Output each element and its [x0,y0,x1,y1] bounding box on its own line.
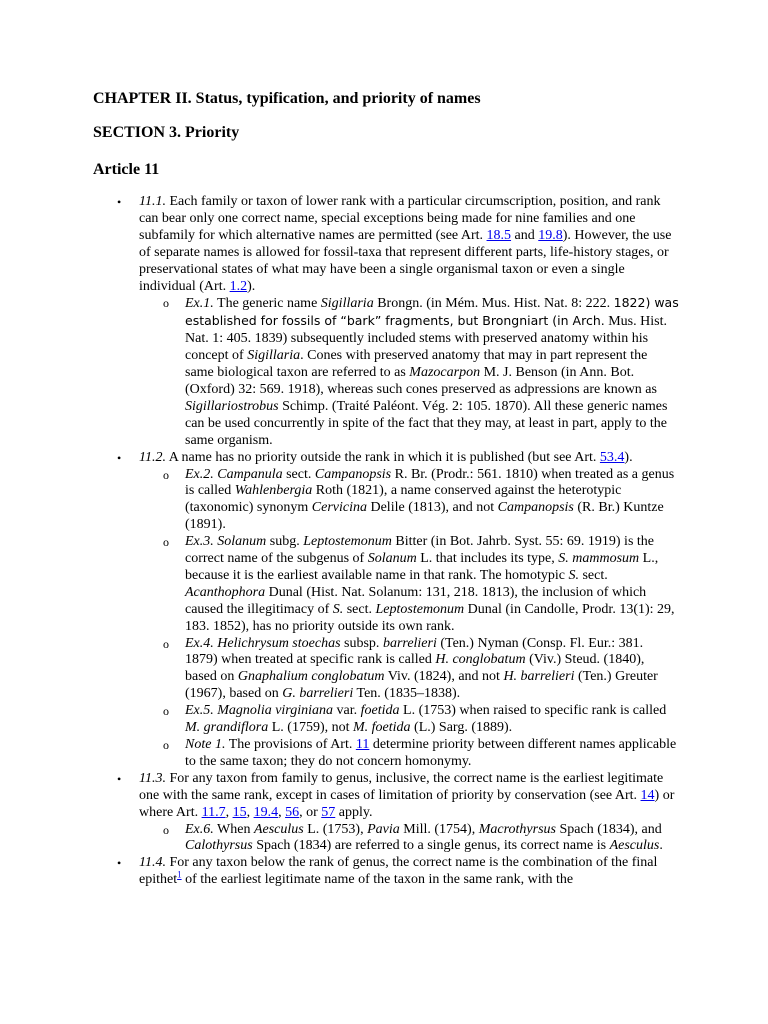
bullet-icon: • [117,195,122,209]
note-1: o Note 1. The provisions of Art. 11 determine priority between different names applicable to the same taxon; they do not concern homonymy. [163,737,677,769]
sub-bullet-icon: o [163,535,169,550]
example-ex1: o Ex.1. The generic name Sigillaria Brongn. (in Mém. Mus. Hist. Nat. 8: 222. 1822) was established for fossils of “bark” fragments, but Brongniart (in Arch. Mus. Hist. Nat. 1: 405. 1839) subsequently included stems with preserved anatomy within his concept of Sigillaria. Cones with preserved anatomy that may in part represent the same biological taxon are referred to as Mazocarpon M. J. Benson (in Ann. Bot. (Oxford) 32: 569. 1918), whereas such cones preserved as adpressions are known as Sigillariostrobus Schimp. (Traité Paléont. Vég. 2: 105. 1870). All these generic names can be used concurrently in spite of the fact that they may, at least in part, apply to the same organism. [163,295,679,448]
list-item-11-2: • 11.2. A name has no priority outside the rank in which it is published (but see Art. 53.4). [117,449,633,465]
ref-link-11-7[interactable]: 11.7 [201,804,226,820]
sub-bullet-icon: o [163,822,169,837]
ref-link-18-5[interactable]: 18.5 [486,227,512,243]
footnote-link-1[interactable]: 1 [177,869,182,880]
ref-link-15[interactable]: 15 [232,804,247,820]
example-label: Ex.1. [185,296,214,312]
bullet-icon: • [117,450,122,465]
list-item-11-3: • 11.3. For any taxon from family to genus, inclusive, the correct name is the earliest legitimate one with the same rank, except in cases of limitation of priority by conservation (see Art. 14) or where Art. 11.7, 15, 19.4, 56, or 57 apply. [117,770,675,820]
chapter-heading: CHAPTER II. Status, typification, and priority of names [93,90,481,107]
bullet-icon: • [117,856,122,871]
example-label: Ex.5. [185,703,214,719]
example-ex4: o Ex.4. Helichrysum stoechas subsp. barrelieri (Ten.) Nyman (Consp. Fl. Eur.: 381. 1879) when treated at specific rank is called H. conglobatum (Viv.) Steud. (1840), based on Gnaphalium conglobatum Viv. (1824), and not H. barrelieri (Ten.) Greuter (1967), based on G. barrelieri Ten. (1835–1838). [163,635,658,702]
note-label: Note 1. [185,737,226,752]
sub-bullet-icon: o [163,636,169,651]
paragraph-number: 11.4. [139,855,166,871]
ref-link-19-8[interactable]: 19.8 [538,227,563,243]
example-ex3: o Ex.3. Solanum subg. Leptostemonum Bitter (in Bot. Jahrb. Syst. 55: 69. 1919) is the correct name of the subgenus of Solanum L. that includes its type, S. mammosum L., because it is the earliest available name in that rank. The homotypic S. sect. Acanthophora Dunal (Hist. Nat. Solanum: 131, 218. 1813), the inclusion of which caused the illegitimacy of S. sect. Leptostemonum Dunal (in Candolle, Prodr. 13(1): 29, 183. 1852), has no priority outside its own rank. [163,534,675,634]
example-label: Ex.6. [185,821,214,837]
bullet-icon: • [117,771,122,786]
example-label: Ex.2. [185,466,214,482]
ref-link-1-2[interactable]: 1.2 [229,278,248,294]
article-heading: Article 11 [93,161,160,178]
example-ex2: o Ex.2. Campanula sect. Campanopsis R. Br. (Prodr.: 561. 1810) when treated as a genus is called Wahlenbergia Roth (1821), a name conserved against the heterotypic (taxonomic) synonym Cervicina Delile (1813), and not Campanopsis (R. Br.) Kuntze (1891). [163,466,675,533]
example-label: Ex.3. [185,534,214,550]
sub-bullet-icon: o [163,296,169,311]
ref-link-14[interactable]: 14 [640,787,655,803]
example-ex5: o Ex.5. Magnolia virginiana var. foetida L. (1753) when raised to specific rank is called M. grandiflora L. (1759), not M. foetida (L.) Sarg. (1889). [163,703,667,736]
article-content [0,194,768,889]
paragraph-number: 11.1. [139,194,166,209]
ref-link-11[interactable]: 11 [355,737,370,752]
ref-link-56[interactable]: 56 [285,804,300,820]
sub-bullet-icon: o [163,704,169,719]
ref-link-57[interactable]: 57 [321,804,336,820]
sub-bullet-icon: o [163,467,169,482]
list-item-11-1: • 11.1. Each family or taxon of lower rank with a particular circumscription, position, and rank can bear only one correct name, special exceptions being made for nine families and one subfamily for which alternative names are permitted (see Art. 18.5 and 19.8). However, the use of separate names is allowed for fossil-taxa that represent different parts, life-history stages, or preservational states of what may have been a single organismal taxon or even a single individual (Art. 1.2). [117,194,672,294]
list-item-11-4: • 11.4. For any taxon below the rank of genus, the correct name is the combination of the final epithet$^1$ of the earliest legitimate name of the taxon in the same rank, with the [117,855,658,888]
example-ex6: o Ex.6. When Aesculus L. (1753), Pavia Mill. (1754), Macrothyrsus Spach (1834), and Calothyrsus Spach (1834) are referred to a single genus, its correct name is Aesculus. [163,821,663,854]
example-label: Ex.4. [185,635,214,651]
ref-link-19-4[interactable]: 19.4 [253,804,279,820]
paragraph-number: 11.2. [139,449,166,465]
ref-link-53-4[interactable]: 53.4 [599,449,625,465]
section-heading: SECTION 3. Priority [93,124,240,141]
sub-bullet-icon: o [163,738,169,752]
paragraph-number: 11.3. [139,770,166,786]
